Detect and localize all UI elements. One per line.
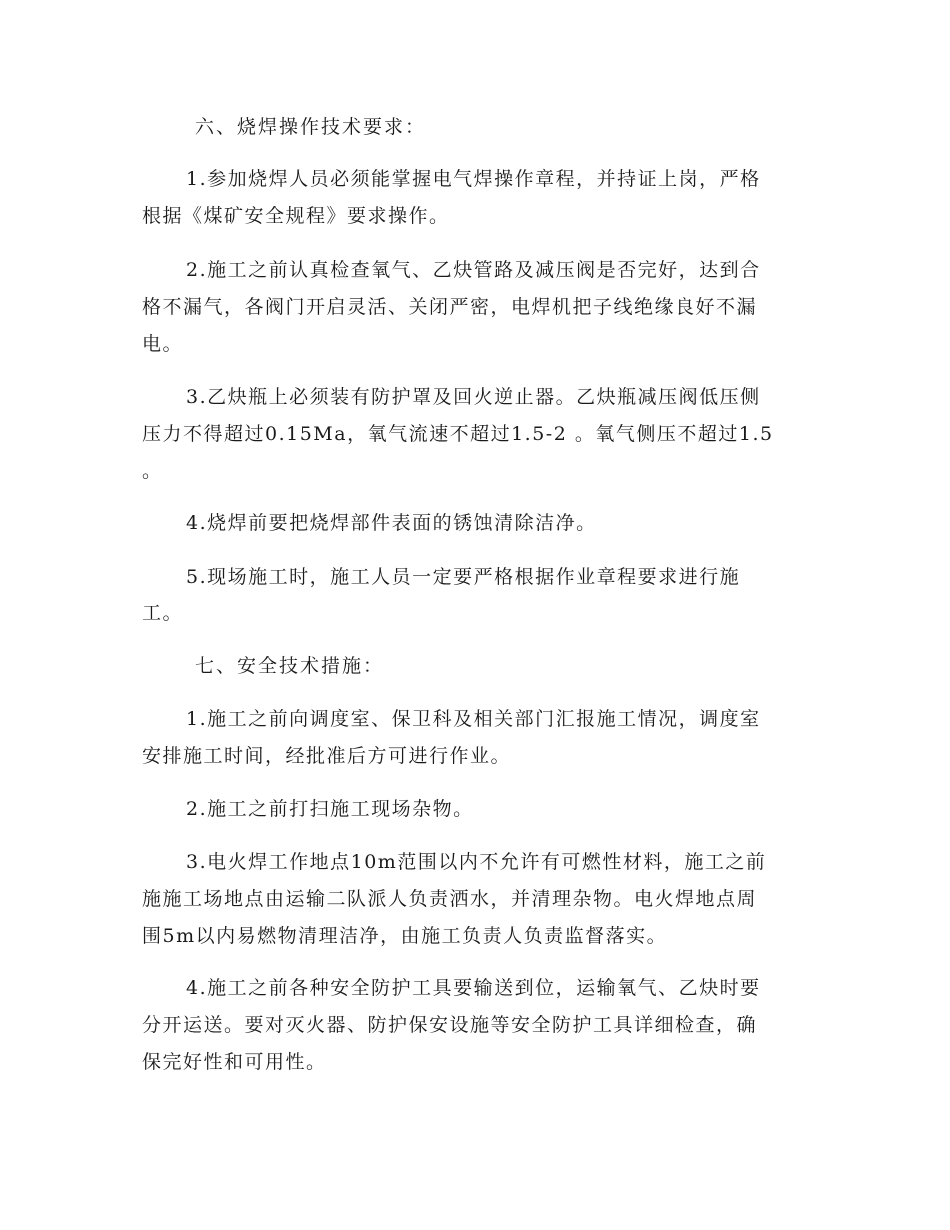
section-6-heading: 六、烧焊操作技术要求： [195, 116, 427, 138]
section-6-item-2-line-3: 电。 [142, 333, 184, 355]
section-6-item-4-line-1: 4.烧焊前要把烧焊部件表面的锈蚀清除洁净。 [186, 512, 597, 534]
section-6-item-2-line-1: 2.施工之前认真检查氧气、乙炔管路及减压阀是否完好，达到合 [186, 259, 761, 281]
section-7-item-2-line-1: 2.施工之前打扫施工现场杂物。 [186, 798, 474, 820]
section-6-item-3-line-2: 压力不得超过0.15Ma，氧气流速不超过1.5-2 。氧气侧压不超过1.5 [142, 423, 774, 445]
section-7-heading: 七、安全技术措施： [195, 655, 385, 677]
section-7-item-3-line-2: 施施工场地点由运输二队派人负责洒水，并清理杂物。电火焊地点周 [142, 888, 758, 910]
section-6-item-5-line-1: 5.现场施工时，施工人员一定要严格根据作业章程要求进行施 [186, 566, 741, 588]
section-7-item-3-line-3: 围5m以内易燃物清理洁净，由施工负责人负责监督落实。 [142, 925, 668, 947]
section-6-item-2-line-2: 格不漏气，各阀门开启灵活、关闭严密，电焊机把子线绝缘良好不漏 [142, 296, 758, 318]
section-6-item-1-line-1: 1.参加烧焊人员必须能掌握电气焊操作章程，并持证上岗，严格 [186, 168, 761, 190]
section-7-item-4-line-2: 分开运送。要对灭火器、防护保安设施等安全防护工具详细检查，确 [142, 1014, 758, 1036]
section-7-item-1-line-1: 1.施工之前向调度室、保卫科及相关部门汇报施工情况，调度室 [186, 708, 761, 730]
section-7-item-3-line-1: 3.电火焊工作地点10m范围以内不允许有可燃性材料，施工之前 [186, 851, 767, 873]
section-6-item-5-line-2: 工。 [142, 602, 184, 624]
section-6-item-3-line-1: 3.乙炔瓶上必须装有防护罩及回火逆止器。乙炔瓶减压阀低压侧 [186, 386, 761, 408]
section-7-item-4-line-3: 保完好性和可用性。 [142, 1051, 327, 1073]
section-7-item-1-line-2: 安排施工时间，经批准后方可进行作业。 [142, 745, 512, 767]
section-7-item-4-line-1: 4.施工之前各种安全防护工具要输送到位，运输氧气、乙炔时要 [186, 977, 761, 999]
section-6-item-3-line-3: 。 [142, 460, 163, 482]
section-6-item-1-line-2: 根据《煤矿安全规程》要求操作。 [142, 205, 450, 227]
